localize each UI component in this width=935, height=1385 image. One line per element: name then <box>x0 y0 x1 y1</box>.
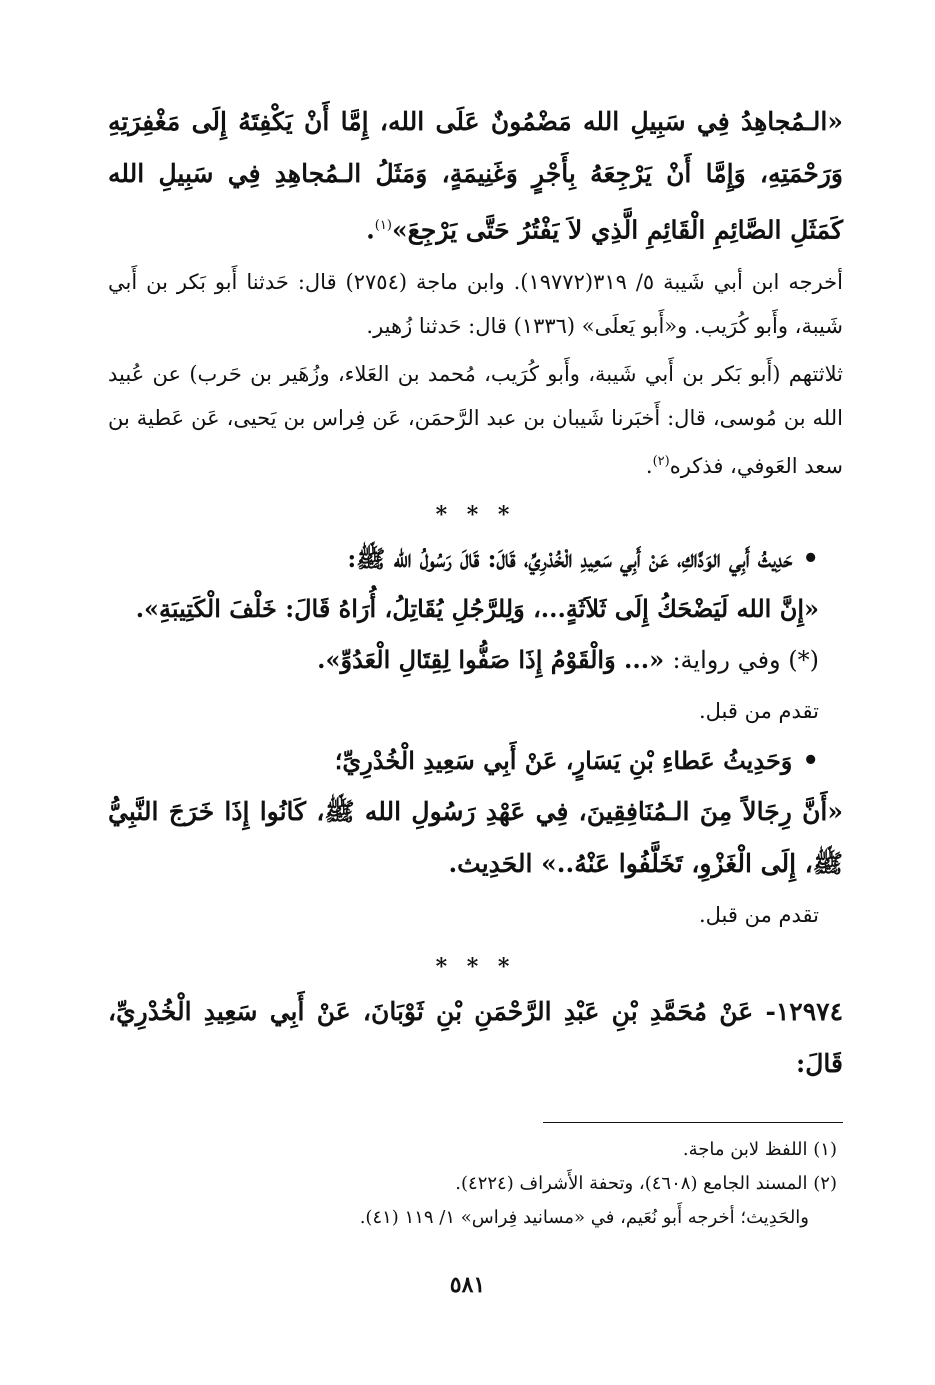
footnote-1: (١) اللفظ لابن ماجة. <box>682 1139 837 1160</box>
page-number: ٥٨١ <box>449 1272 486 1298</box>
bullet-hadith-1-quote: «إِنَّ الله لَيَضْحَكُ إِلَى ثَلاَثَةٍ...، وَلِلرَّجُلِ يُقَاتِلُ، أُرَاهُ قَالَ: خَلْفَ الْكَتِيبَةِ». <box>135 594 819 624</box>
page-body <box>108 96 843 1090</box>
cross-reference-note: تقدم من قبل. <box>698 699 819 724</box>
hadith-text: «الـمُجاهِدُ فِي سَبِيلِ الله مَضْمُونٌ عَلَى الله، إِمَّا أَنْ يَكْفِتَهُ إِلَى مَغْفِرَتِهِ وَرَحْمَتِهِ، وَإِمَّا أَنْ يَرْجِعَهُ بِأَجْرٍ وَغَنِيمَةٍ، وَمَثَلُ الـمُجاهِدِ فِي سَبِيلِ الله كَمَثَلِ الصَّائِمِ الْقَائِمِ الَّذِي لاَ يَفْتُرُ حَتَّى يَرْجِعَ»$^{(١)}$. <box>108 107 843 245</box>
riwaya-line <box>108 634 843 686</box>
numbered-hadith: ١٢٩٧٤- عَنْ مُحَمَّدِ بْنِ عَبْدِ الرَّحْمَنِ بْنِ ثَوْبَانَ، عَنْ أَبِي سَعِيدِ الْخُدْرِيِّ، قَالَ: <box>108 997 843 1079</box>
bullet-hadith-1 <box>108 534 843 584</box>
bullet-hadith-2 <box>108 736 843 786</box>
bullet-mark: • <box>802 746 819 777</box>
isnad-paragraph: ثلاثتهم (أَبو بَكر بن أَبي شَيبة، وأَبو كُرَيب، مُحمد بن العَلاء، وزُهَير بن حَرب) عن عُبيد الله بن مُوسى، قال: أَخبَرنا شَيبان بن عبد الرَّحمَن، عَن فِراس بن يَحيى، عَن عَطية بن سعد العَوفي، فذكره$^{(٢)}$. <box>108 362 843 479</box>
riwaya-text: «... وَالْقَوْمُ إِذَا صَفُّوا لِقِتَالِ الْعَدُوِّ». <box>317 645 665 675</box>
section-separator: * * * <box>435 502 516 529</box>
bullet-hadith-2-text: وَحَدِيثُ عَطاءِ بْنِ يَسَارٍ، عَنْ أَبِي سَعِيدِ الْخُدْرِيِّ؛ <box>334 746 793 776</box>
bullet-mark: • <box>802 544 819 575</box>
footnote-ref-2: (٢) <box>652 454 670 470</box>
footnotes <box>108 1122 843 1235</box>
footnote-2: (٢) المسند الجامع (٤٦٠٨)، وتحفة الأَشراف (٤٢٢٤). <box>455 1173 837 1194</box>
footnote-divider <box>543 1122 843 1123</box>
bullet-hadith-2-quote: «أَنَّ رِجَالاً مِنَ الـمُنَافِقِينَ، فِي عَهْدِ رَسُولِ الله ﷺ، كَانُوا إِذَا خَرَجَ النَّبِيُّ ﷺ، إِلَى الْغَزْوِ، تَخَلَّفُوا عَنْهُ..» الحَدِيث. <box>108 797 843 879</box>
isnad-text: ثلاثتهم (أَبو بَكر بن أَبي شَيبة، وأَبو كُرَيب، مُحمد بن العَلاء، وزُهَير بن حَرب) عن عُبيد الله بن مُوسى، قال: أَخبَرنا شَيبان بن عبد الرَّحمَن، عَن فِراس بن يَحيى، عَن عَطية بن سعد العَوفي، فذكره <box>108 362 843 479</box>
bullet-hadith-1-text: حَدِيثُ أَبِي الوَدَّاكِ، عَنْ أَبِي سَعِيدِ الْخُدْرِيِّ، قَالَ: قَالَ رَسُولُ الله ﷺ: <box>347 544 793 574</box>
section-separator: * * * <box>435 954 516 981</box>
cross-reference-note: تقدم من قبل. <box>698 903 819 928</box>
takhrij-paragraph: أخرجه ابن أبي شَيبة ٥/ ٣١٩(١٩٧٧٢). وابن ماجة (٢٧٥٤) قال: حَدثنا أَبو بَكر بن أَبي شَيبة، وأَبو كُرَيب. و«أَبو يَعلَى» (١٣٣٦) قال: حَدثنا زُهير. <box>108 270 843 339</box>
riwaya-label: (*) وفي رواية: <box>672 646 819 675</box>
footnote-2-continued: والحَدِيث؛ أخرجه أَبو نُعَيم، في «مسانيد فِراس» ١/ ١١٩ (٤١). <box>359 1207 809 1228</box>
footnote-ref-1: (١) <box>374 218 392 233</box>
hadith-quote: «الـمُجاهِدُ فِي سَبِيلِ الله مَضْمُونٌ عَلَى الله، إِمَّا أَنْ يَكْفِتَهُ إِلَى مَغْفِرَتِهِ وَرَحْمَتِهِ، وَإِمَّا أَنْ يَرْجِعَهُ بِأَجْرٍ وَغَنِيمَةٍ، وَمَثَلُ الـمُجاهِدِ فِي سَبِيلِ الله كَمَثَلِ الصَّائِمِ الْقَائِمِ الَّذِي لاَ يَفْتُرُ حَتَّى يَرْجِعَ» <box>108 107 843 245</box>
